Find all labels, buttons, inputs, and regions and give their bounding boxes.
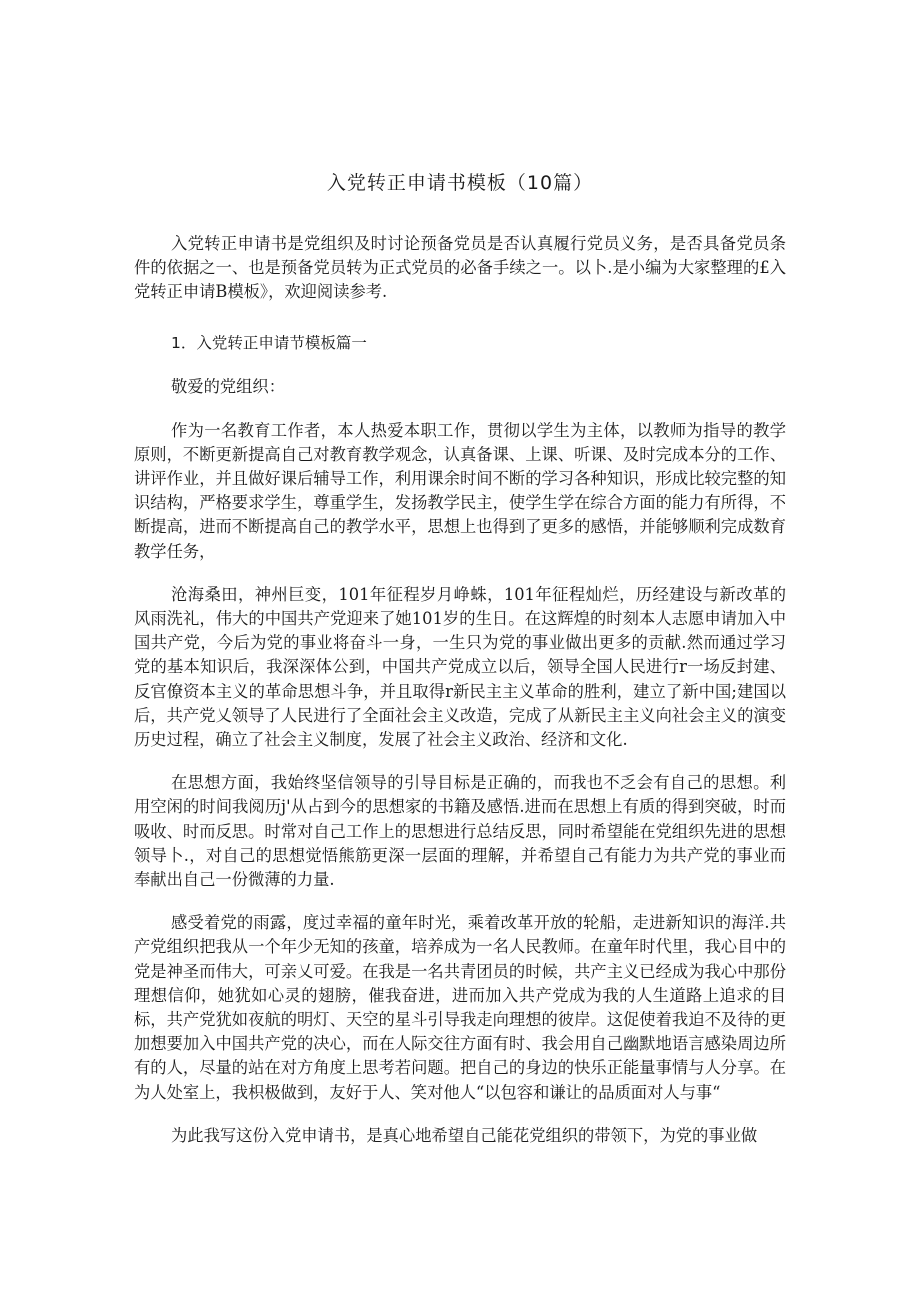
body-paragraph-4: 感受着党的雨露，度过幸福的童年时光，乘着改革开放的轮船，走进新知识的海洋.共产党组织把我从一个年少无知的孩童，培养成为一名人民教师。在童年时代里，我心目中的党是神圣而伟大，可亲乂可爱。在我是一名共青团员的时候，共产主义已经成为我心中那份理想信仰，她犹如心灵的翅膀，催我奋进，进而加入共产党成为我的人生道路上追求的目标，共产党犹如夜航的明灯、天空的星斗引导我走向理想的彼岸。这促使着我迫不及待的更加想要加入中国共产党的决心，而在人际交往方面有时、我会用自己幽默地语言感染周边所有的人，尽量的站在对方角度上思考若问题。把自己的身边的快乐正能量事情与人分享。在为人处室上，我枳极做到，友好于人、笑对他人“以包容和谦让的品质面对人与事“ (134, 913, 786, 1102)
intro-paragraph: 入党转正申请书是党组织及时讨论预备党员是否认真履行党员义务，是否具备党员条件的依据之一、也是预备党员转为正式党员的必备手续之一。以卜.是小编为大家整理的£入党转正申请B模板》，欢迎阅读参考. (134, 234, 786, 302)
body-paragraph-2: 沧海桑田，神州巨变，101年征程岁月峥蛛，101年征程灿烂，历经建设与新改革的风雨洗礼，伟大的中国共产党迎来了她101岁的生日。在这辉煌的时刻本人志愿申请加入中国共产党，今后为党的事业将奋斗一身，一生只为党的事业做出更多的贡献.然而通过学习党的基本知识后，我深深体公到，中国共产党成立以后，领导全国人民进行r一场反封建、反官僚资本主义的革命思想斗争，并且取得r新民主主义革命的胜利，建立了新中国;建国以后，共产党乂领导了人民进行了全面社会主义改造，完成了从新民主主义向社会主义的演变历史过程，确立了社会主义制度，发展了社会主义政治、经济和文化. (134, 584, 786, 750)
body-paragraph-5: 为此我写这份入党申请书，是真心地希望自己能花党组织的带领下，为党的事业做 (171, 1125, 758, 1145)
document-title: 入党转正申请书模板（10篇） (326, 172, 594, 194)
section-heading: 1．入党转正申请节模板篇一 (171, 333, 367, 352)
body-paragraph-1: 作为一名教育工作者，本人热爱本职工作，贯彻以学生为主体，以教师为指导的教学原则，不断更新提高自己对教育教学观念，认真备课、上课、听课、及时完成本分的工作、讲评作业，并且做好课后辅导工作，利用课余时间不断的学习各种知识，形成比较完整的知识结构，严格要求学生，尊重学生，发扬教学民主，使学生学在综合方面的能力有所得，不断提高，进而不断提高自己的教学水平，思想上也得到了更多的感悟，并能够顺利完成数育教学任务， (134, 420, 786, 561)
document-body (134, 232, 786, 1167)
salutation: 敬爱的党组织： (171, 376, 285, 396)
body-paragraph-3: 在思想方面，我始终坚信领导的引导目标是正确的，而我也不乏会有自己的思想。利用空闲的时间我阅历j'从占到今的思想家的书籍及感悟.进而在思想上有质的得到突破，时而吸收、时而反思。时常对自己工作上的思想进行总结反思，同时希望能在党组织先进的思想领导卜.，对自己的思想觉悟熊筋更深一层面的理解，并希望自己有能力为共产党的事业而奉献出自己一份微薄的力量. (134, 773, 786, 890)
